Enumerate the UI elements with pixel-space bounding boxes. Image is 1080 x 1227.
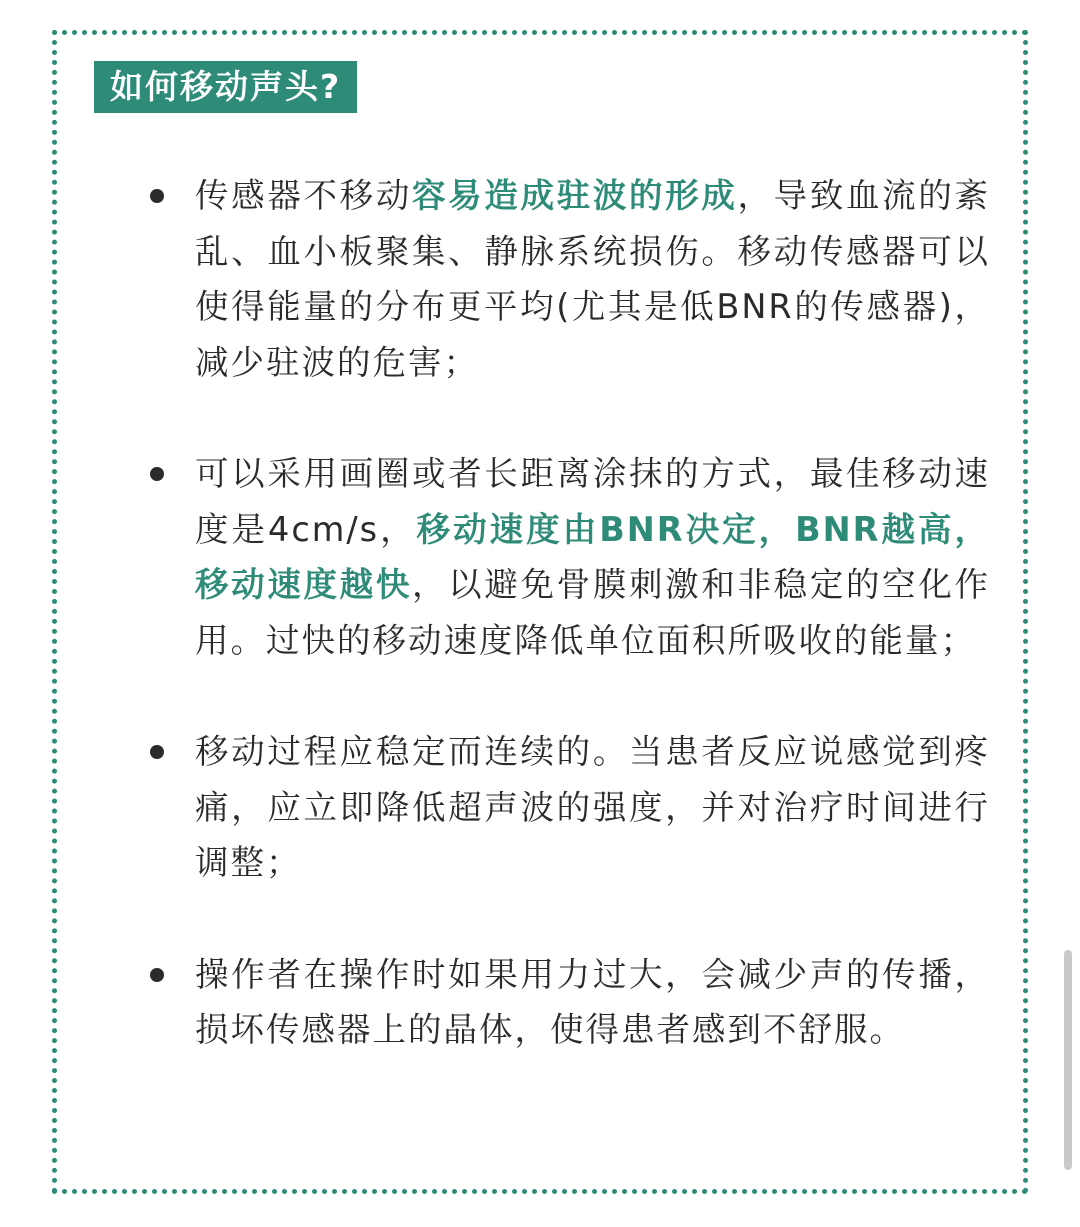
list-item	[148, 446, 990, 668]
list-item	[148, 724, 990, 891]
bullet-dot-icon	[150, 745, 164, 759]
item-text: ，导致血流的紊乱、血小板聚集、静脉系统损伤。移动传感器可以使得能量的分布更平均(尤其是低BNR的传感器)，减少驻波的危害；	[195, 176, 990, 382]
bullet-list	[148, 168, 990, 1058]
item-text: 移动过程应稳定而连续的。当患者反应说感觉到疼痛，应立即降低超声波的强度，并对治疗时间进行调整；	[195, 732, 990, 882]
list-item	[148, 168, 990, 390]
item-highlight: 容易造成驻波的形成	[412, 176, 738, 215]
scrollbar[interactable]	[1064, 950, 1072, 1170]
section-title: 如何移动声头?	[94, 61, 357, 113]
item-text: 传感器不移动	[195, 176, 412, 215]
bullet-dot-icon	[150, 968, 164, 982]
item-text: ，以避免骨膜刺激和非稳定的空化作用。过快的移动速度降低单位面积所吸收的能量；	[195, 565, 990, 660]
list-item	[148, 947, 990, 1058]
item-highlight: 移动速度由BNR决定，BNR越高，移动速度越快	[195, 509, 991, 604]
bullet-dot-icon	[150, 189, 164, 203]
item-text: 可以采用画圈或者长距离涂抹的方式，最佳移动速度是4cm/s，	[195, 454, 990, 549]
item-text: 操作者在操作时如果用力过大，会减少声的传播，损坏传感器上的晶体，使得患者感到不舒服。	[195, 954, 990, 1049]
bullet-dot-icon	[150, 467, 164, 481]
